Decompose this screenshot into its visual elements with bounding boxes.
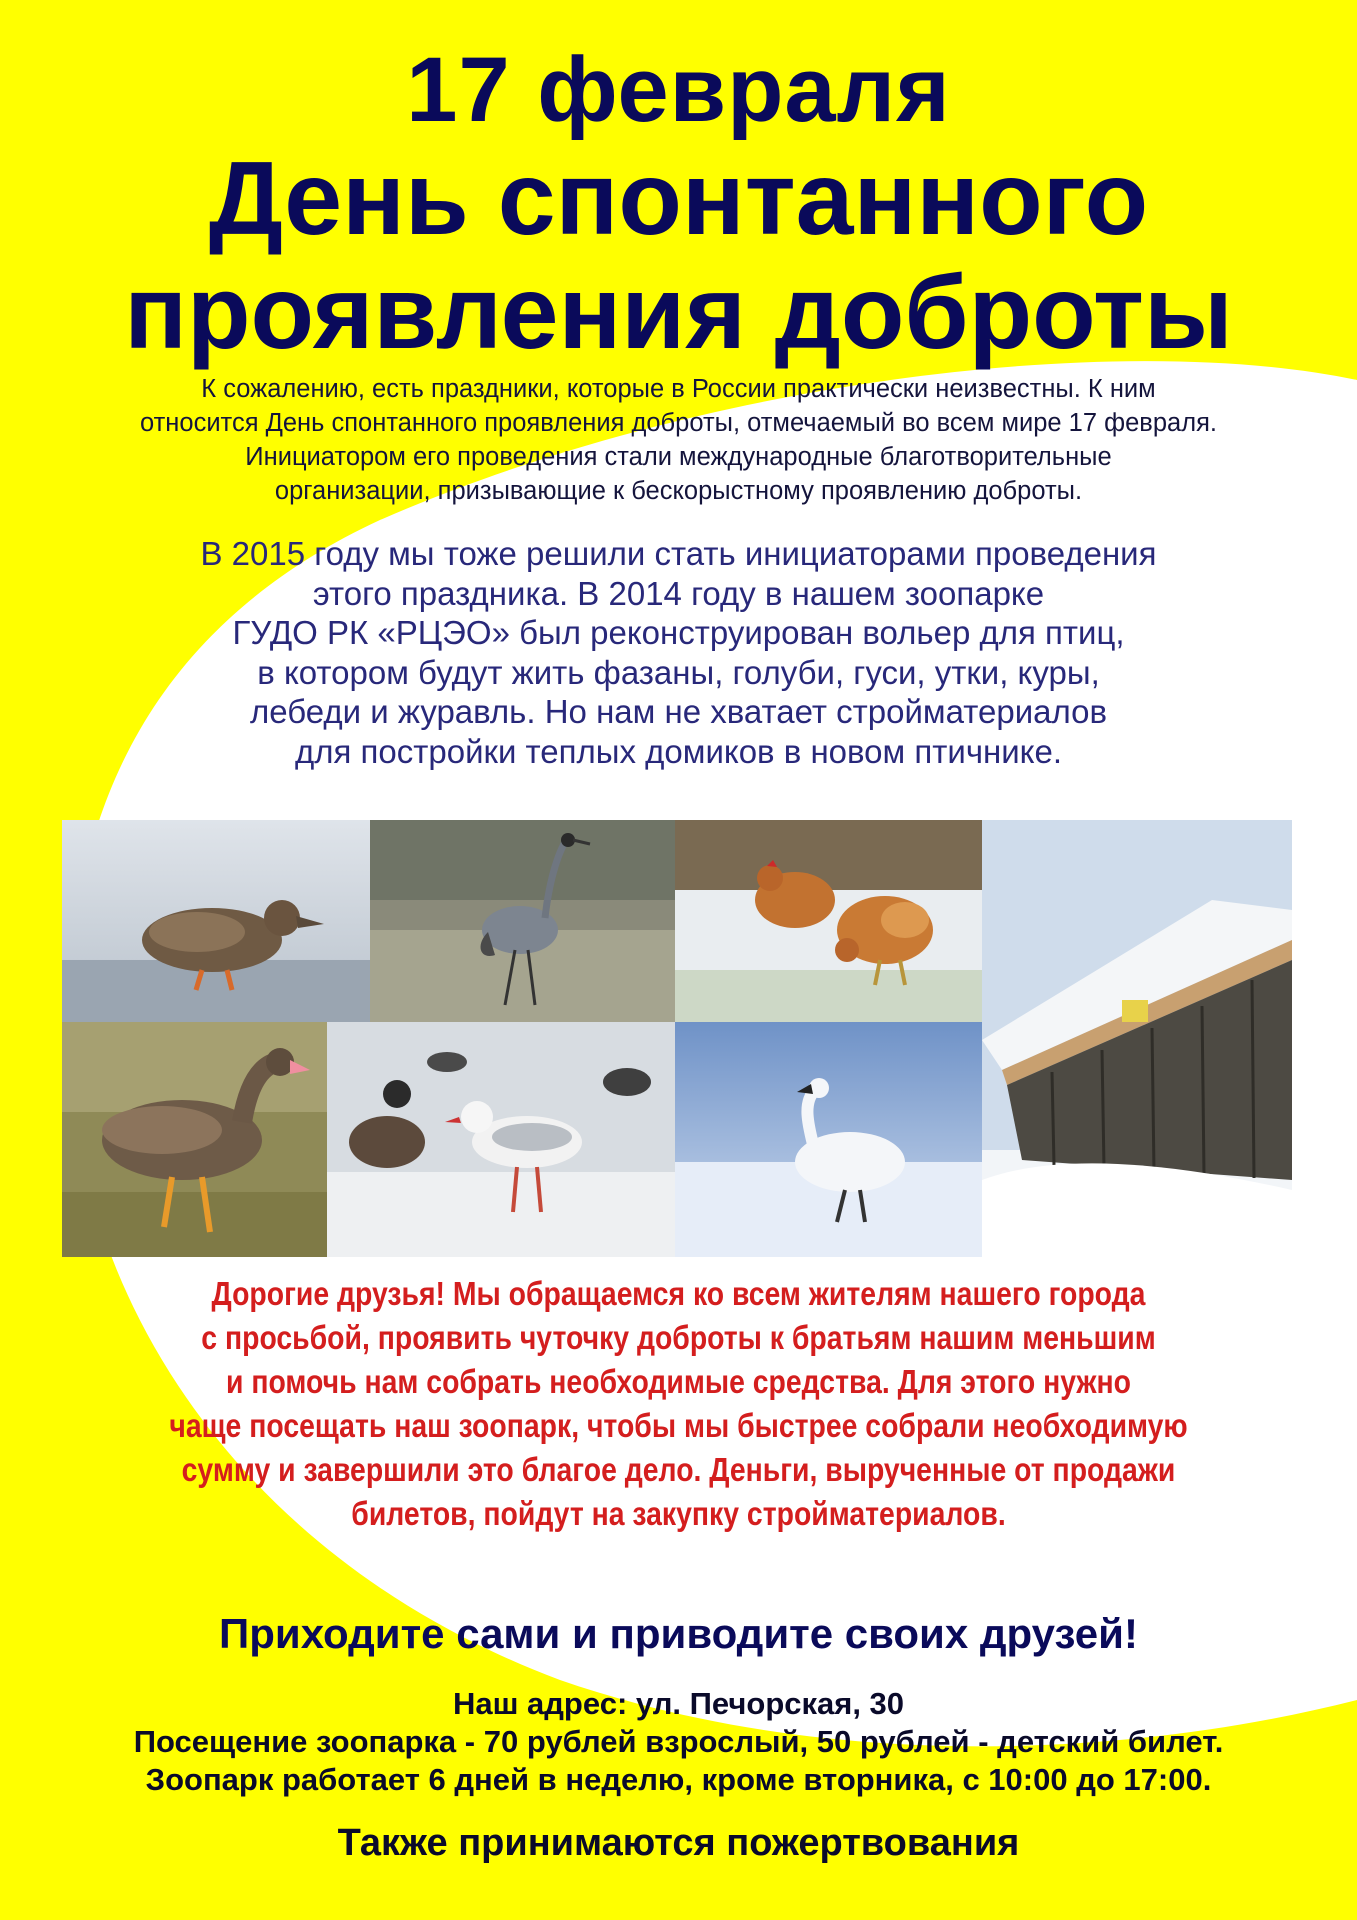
story-line: для постройки теплых домиков в новом птичнике. xyxy=(294,732,1062,770)
appeal-line: и помочь нам собрать необходимые средства. Для этого нужно xyxy=(225,1363,1132,1400)
story-line: В 2015 году мы тоже решили стать инициаторами проведения xyxy=(200,535,1157,572)
appeal-line: билетов, пойдут на закупку стройматериалов. xyxy=(351,1495,1006,1532)
event-title-line-2: проявления доброты xyxy=(124,255,1233,371)
appeal-line: сумму и завершили это благое дело. Деньги, вырученные от продажи xyxy=(181,1451,1176,1488)
hens-photo xyxy=(675,820,982,1022)
hours-line: Зоопарк работает 6 дней в неделю, кроме вторника, с 10:00 до 17:00. xyxy=(145,1762,1212,1797)
crane-photo xyxy=(370,820,675,1022)
story-line: лебеди и журавль. Но нам не хватает стройматериалов xyxy=(250,693,1107,730)
story-line: в котором будут жить фазаны, голуби, гуси, утки, куры, xyxy=(257,653,1100,691)
goose-photo xyxy=(62,1022,327,1257)
event-date: 17 февраля xyxy=(406,39,951,141)
gulls-photo xyxy=(327,1022,675,1257)
duck-photo xyxy=(62,820,370,1022)
intro-line: организации, призывающие к бескорыстному проявлению доброты. xyxy=(274,477,1083,505)
intro-line: Инициатором его проведения стали международные благотворительные xyxy=(245,443,1112,471)
intro-line: К сожалению, есть праздники, которые в России практически неизвестны. К ним xyxy=(201,375,1156,403)
appeal-paragraph xyxy=(121,1272,1236,1536)
address-line: Наш адрес: ул. Печорская, 30 xyxy=(452,1686,905,1721)
swan-photo xyxy=(675,1022,982,1257)
aviary-photo xyxy=(982,820,1292,1257)
donations-note: Также принимаются пожертвования xyxy=(337,1822,1020,1864)
event-title-line-1: День спонтанного xyxy=(208,141,1149,257)
appeal-line: чаще посещать наш зоопарк, чтобы мы быстрее собрали необходимую xyxy=(169,1407,1188,1444)
appeal-line: Дорогие друзья! Мы обращаемся ко всем жителям нашего города xyxy=(211,1275,1146,1312)
story-line: этого праздника. В 2014 году в нашем зоопарке xyxy=(312,574,1045,612)
invite-heading: Приходите сами и приводите своих друзей! xyxy=(219,1610,1138,1657)
appeal-line: с просьбой, проявить чуточку доброты к братьям нашим меньшим xyxy=(201,1319,1156,1356)
story-line: ГУДО РК «РЦЭО» был реконструирован вольер для птиц, xyxy=(232,614,1125,651)
intro-line: относится День спонтанного проявления доброты, отмечаемый во всем мире 17 февраля. xyxy=(140,409,1217,437)
prices-line: Посещение зоопарка - 70 рублей взрослый, 50 рублей - детский билет. xyxy=(133,1724,1224,1759)
contact-info xyxy=(0,1685,1357,1799)
